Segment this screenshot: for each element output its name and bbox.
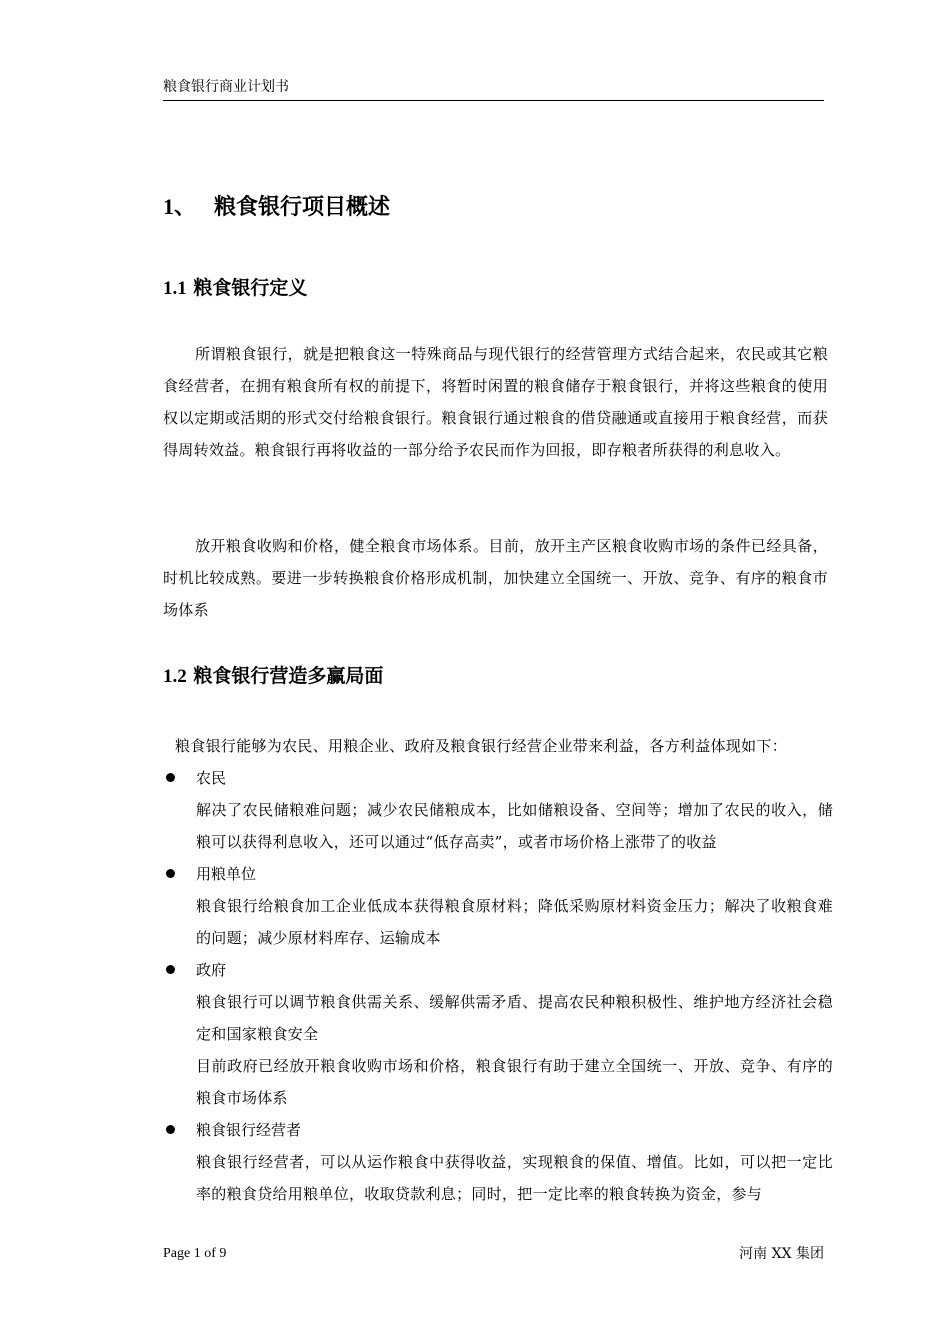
list-item (163, 1114, 833, 1210)
benefits-list (163, 762, 833, 1210)
list-item-title: 粮食银行经营者 (196, 1121, 302, 1139)
section-1-1-number: 1.1 (163, 278, 187, 299)
list-item (163, 858, 833, 954)
section-1-2-heading (163, 663, 383, 690)
section-1-number: 1、 (163, 194, 197, 219)
list-item-desc: 粮食银行经营者，可以从运作粮食中获得收益，实现粮食的保值、增值。比如，可以把一定比率的粮食贷给用粮单位，收取贷款利息；同时，把一定比率的粮食转换为资金，参与 (196, 1153, 833, 1203)
bullet-icon (166, 965, 175, 974)
section-1-heading (163, 192, 390, 223)
section-1-2-title: 粮食银行营造多赢局面 (193, 665, 384, 687)
page-number: Page 1 of 9 (163, 1246, 227, 1261)
bullet-icon (166, 869, 175, 878)
section-1-2-number: 1.2 (163, 666, 187, 687)
section-1-title: 粮食银行项目概述 (214, 195, 391, 220)
bullet-icon (166, 1125, 175, 1134)
benefits-intro: 粮食银行能够为农民、用粮企业、政府及粮食银行经营企业带来利益，各方利益体现如下： (175, 737, 788, 755)
list-item-desc: 目前政府已经放开粮食收购市场和价格，粮食银行有助于建立全国统一、开放、竞争、有序的粮食市场体系 (196, 1057, 833, 1107)
list-item-title: 政府 (196, 961, 227, 979)
list-item-desc: 解决了农民储粮难问题；减少农民储粮成本，比如储粮设备、空间等；增加了农民的收入，储粮可以获得利息收入，还可以通过“低存高卖”，或者市场价格上涨带了的收益 (196, 801, 833, 851)
list-item-desc: 粮食银行可以调节粮食供需关系、缓解供需矛盾、提高农民种粮积极性、维护地方经济社会稳定和国家粮食安全 (196, 993, 833, 1043)
market-paragraph: 放开粮食收购和价格，健全粮食市场体系。目前，放开主产区粮食收购市场的条件已经具备，时机比较成熟。要进一步转换粮食价格形成机制，加快建立全国统一、开放、竞争、有序的粮食市场体系 (163, 537, 828, 619)
list-item-title: 农民 (196, 769, 227, 787)
section-1-1-title: 粮食银行定义 (193, 277, 308, 299)
company-name: 河南 XX 集团 (739, 1246, 824, 1262)
bullet-icon (166, 773, 175, 782)
list-item-desc: 粮食银行给粮食加工企业低成本获得粮食原材料；降低采购原材料资金压力；解决了收粮食难的问题；减少原材料库存、运输成本 (196, 897, 833, 947)
list-item (163, 762, 833, 858)
page-header: 粮食银行商业计划书 (163, 78, 824, 101)
definition-paragraph: 所谓粮食银行，就是把粮食这一特殊商品与现代银行的经营管理方式结合起来，农民或其它粮食经营者，在拥有粮食所有权的前提下，将暂时闲置的粮食储存于粮食银行，并将这些粮食的使用权以定期或活期的形式交付给粮食银行。粮食银行通过粮食的借贷融通或直接用于粮食经营，而获得周转效益。粮食银行再将收益的一部分给予农民而作为回报，即存粮者所获得的利息收入。 (163, 345, 828, 459)
list-item (163, 954, 833, 1114)
section-1-1-heading (163, 275, 307, 302)
list-item-title: 用粮单位 (196, 865, 257, 883)
